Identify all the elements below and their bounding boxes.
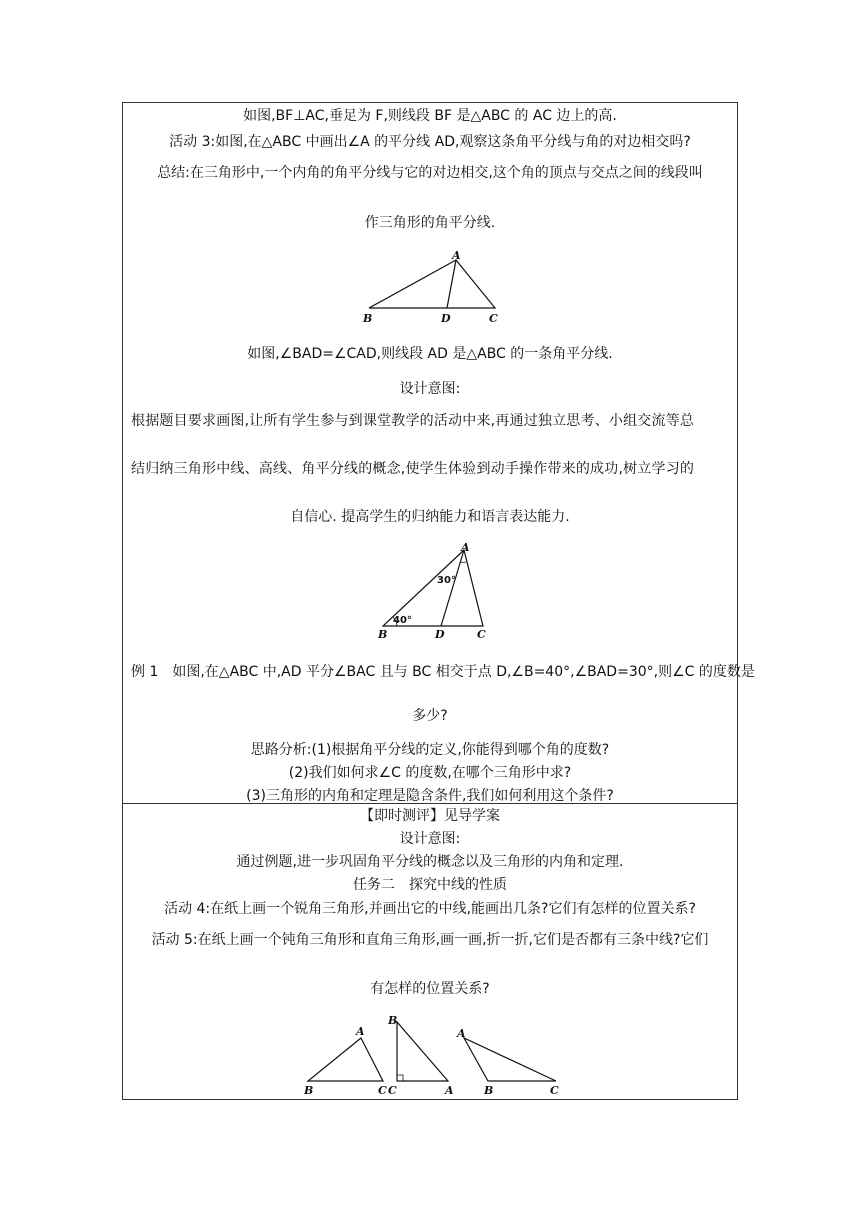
table-cell-task-2 [122,803,738,1100]
table-cell-activity-3 [122,102,755,804]
t3-label-b: B [484,1084,494,1096]
bisector-definition-text: 如图,∠BAD=∠CAD,则线段 AD 是△ABC 的一条角平分线. [247,346,613,362]
design-intent-heading: 设计意图: [399,381,461,397]
fig1-label-c: C [489,312,498,325]
fig2-label-c: C [477,628,486,641]
example-1-text-line-2: 多少? [412,708,448,724]
fig2-label-d: D [435,628,445,641]
activity-5-text-line-1: 活动 5:在纸上画一个钝角三角形和直角三角形,画一画,折一折,它们是否都有三条中线?它们 [151,932,709,948]
t3-label-c: C [550,1084,559,1096]
obtuse-triangle [464,1038,556,1081]
fig2-angle-40: 40° [393,615,412,626]
example-1-figure [373,541,493,641]
acute-triangle [308,1038,383,1081]
t2-label-b: B [388,1014,398,1027]
design-intent-line-1: 根据题目要求画图,让所有学生参与到课堂教学的活动中来,再通过独立思考、小组交流等总 [131,413,695,429]
fig1-label-b: B [363,312,373,325]
activity-3-text: 活动 3:如图,在△ABC 中画出∠A 的平分线 AD,观察这条角平分线与角的对边相交吗? [169,134,691,150]
example-1-text-line-1: 例 1 如图,在△ABC 中,AD 平分∠BAC 且与 BC 相交于点 D,∠B=40°,∠BAD=30°,则∠C 的度数是 [131,664,755,680]
activity-5-text-line-2: 有怎样的位置关系? [370,981,490,997]
analysis-step-1: 思路分析:(1)根据角平分线的定义,你能得到哪个角的度数? [250,742,610,758]
design-intent-line-2: 结归纳三角形中线、高线、角平分线的概念,使学生体验到动手操作带来的成功,树立学习的 [131,461,695,477]
t1-label-a: A [356,1025,365,1038]
summary-text-line-2: 作三角形的角平分线. [364,215,496,231]
analysis-step-3: (3)三角形的内角和定理是隐含条件,我们如何利用这个条件? [246,788,614,804]
right-triangle [397,1022,448,1081]
design-intent-heading-2: 设计意图: [399,831,461,847]
analysis-step-2: (2)我们如何求∠C 的度数,在哪个三角形中求? [288,765,572,781]
fig1-label-a: A [452,249,461,262]
design-intent-line-3: 自信心. 提高学生的归纳能力和语言表达能力. [290,509,570,525]
activity-4-text: 活动 4:在纸上画一个锐角三角形,并画出它的中线,能画出几条?它们有怎样的位置关系? [164,901,696,917]
t3-label-a: A [457,1027,466,1040]
altitude-conclusion-text: 如图,BF⊥AC,垂足为 F,则线段 BF 是△ABC 的 AC 边上的高. [243,108,617,124]
fig2-angle-30: 30° [437,575,456,586]
t2-label-a: A [445,1084,454,1096]
t2-label-c: C [388,1084,397,1096]
fig1-label-d: D [441,312,451,325]
fig2-label-b: B [378,628,388,641]
design-intent-text-2: 通过例题,进一步巩固角平分线的概念以及三角形的内角和定理. [236,854,624,870]
instant-assessment-text: 【即时测评】见导学案 [360,808,500,824]
angle-bisector-figure [359,248,499,326]
triangle-types-figure [298,1011,568,1096]
t1-label-b: B [304,1084,314,1096]
summary-text-line-1: 总结:在三角形中,一个内角的角平分线与它的对边相交,这个角的顶点与交点之间的线段叫 [157,165,703,181]
fig2-label-a: A [461,541,470,554]
task-2-heading: 任务二 探究中线的性质 [353,877,507,893]
t1-label-c: C [378,1084,387,1096]
